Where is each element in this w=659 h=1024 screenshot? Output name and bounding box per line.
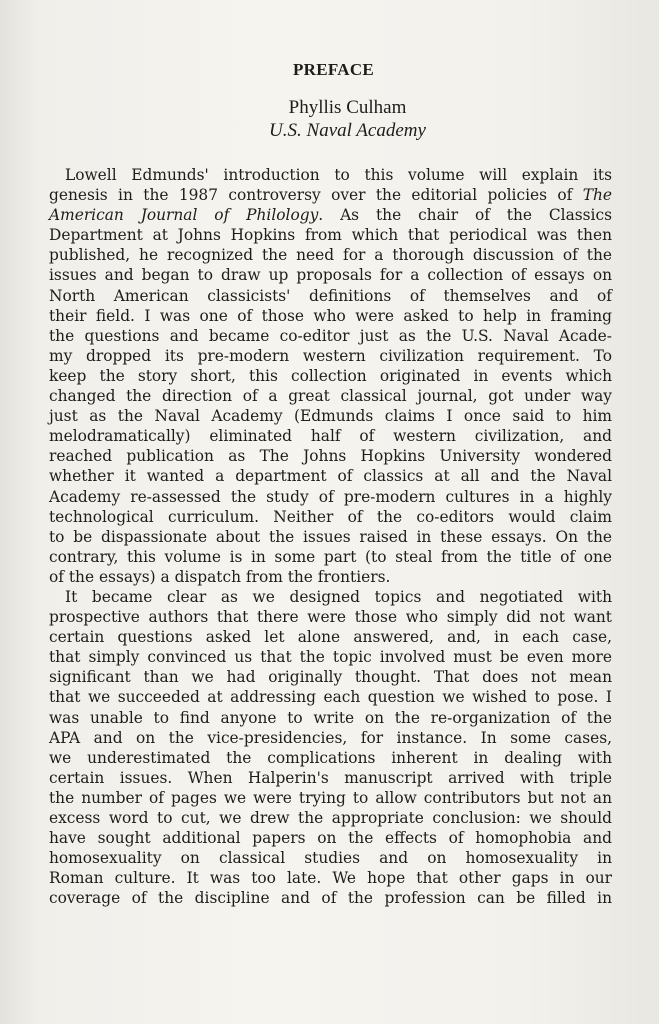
text-line: Academy re-assessed the study of pre-modern cultures in a highly (49, 487, 612, 506)
text-line: North American classicists' definitions of themselves and of (49, 286, 612, 305)
text-line: certain issues. When Halperin's manuscript arrived with triple (49, 768, 612, 787)
text-line: Lowell Edmunds' introduction to this volume will explain its (65, 166, 612, 184)
text-line: my dropped its pre-modern western civilization requirement. To (49, 346, 612, 365)
text-line: certain questions asked let alone answered, and, in each case, (49, 628, 612, 647)
text-line: have sought additional papers on the effects of homophobia and (49, 829, 612, 848)
text-line: technological curriculum. Neither of the co-editors would claim (49, 507, 612, 526)
text-line: their field. I was one of those who were asked to help in framing (49, 306, 612, 325)
text-line: that simply convinced us that the topic involved must be even more (49, 648, 612, 667)
text-line: whether it wanted a department of classics at all and the Naval (49, 467, 612, 486)
text-line: APA and on the vice-presidencies, for instance. In some cases, (49, 728, 612, 747)
text-line: we underestimated the complications inherent in dealing with (49, 748, 612, 767)
text-line: to be dispassionate about the issues raised in these essays. On the (49, 527, 612, 546)
text-line: It became clear as we designed topics and negotiated with (65, 587, 612, 606)
text-line: homosexuality on classical studies and on homosexuality in (49, 849, 612, 868)
text-line: excess word to cut, we drew the appropriate conclusion: we should (49, 809, 612, 827)
text-line: published, he recognized the need for a thorough discussion of the (49, 246, 612, 265)
text-line: the number of pages we were trying to allow contributors but not an (49, 788, 612, 807)
text-line: prospective authors that there were those who simply did not want (49, 608, 612, 627)
text-line: the questions and became co-editor just as the U.S. Naval Acade- (49, 326, 612, 345)
text-line: keep the story short, this collection originated in events which (49, 366, 612, 385)
text-line: Roman culture. It was too late. We hope that other gaps in our (49, 869, 612, 888)
text-line: Department at Johns Hopkins from which that periodical was then (49, 226, 612, 245)
page-title: PREFACE (292, 60, 375, 79)
text-line: significant than we had originally thought. That does not mean (49, 668, 612, 687)
author-name: Phyllis Culham (288, 97, 407, 118)
text-line: contrary, this volume is in some part (to steal from the title of one (49, 547, 612, 566)
text-line: American Journal of Philology. As the chair of the Classics (49, 206, 612, 225)
text-line: that we succeeded at addressing each question we wished to pose. I (49, 688, 612, 707)
text-line: changed the direction of a great classical journal, got under way (49, 387, 612, 406)
text-line: genesis in the 1987 controversy over the editorial policies of The (49, 186, 612, 205)
text-line: of the essays) a dispatch from the frontiers. (49, 567, 391, 586)
text-line: was unable to find anyone to write on the re-organization of the (49, 708, 612, 727)
text-line: coverage of the discipline and of the profession can be filled in (49, 889, 612, 908)
text-line: just as the Naval Academy (Edmunds claims I once said to him (49, 407, 612, 426)
preface-body (49, 165, 612, 908)
text-line: reached publication as The Johns Hopkins University wondered (49, 447, 612, 466)
text-line: issues and began to draw up proposals for a collection of essays on (49, 266, 612, 285)
text-line: melodramatically) eliminated half of western civilization, and (49, 427, 612, 446)
author-affiliation: U.S. Naval Academy (269, 120, 426, 141)
